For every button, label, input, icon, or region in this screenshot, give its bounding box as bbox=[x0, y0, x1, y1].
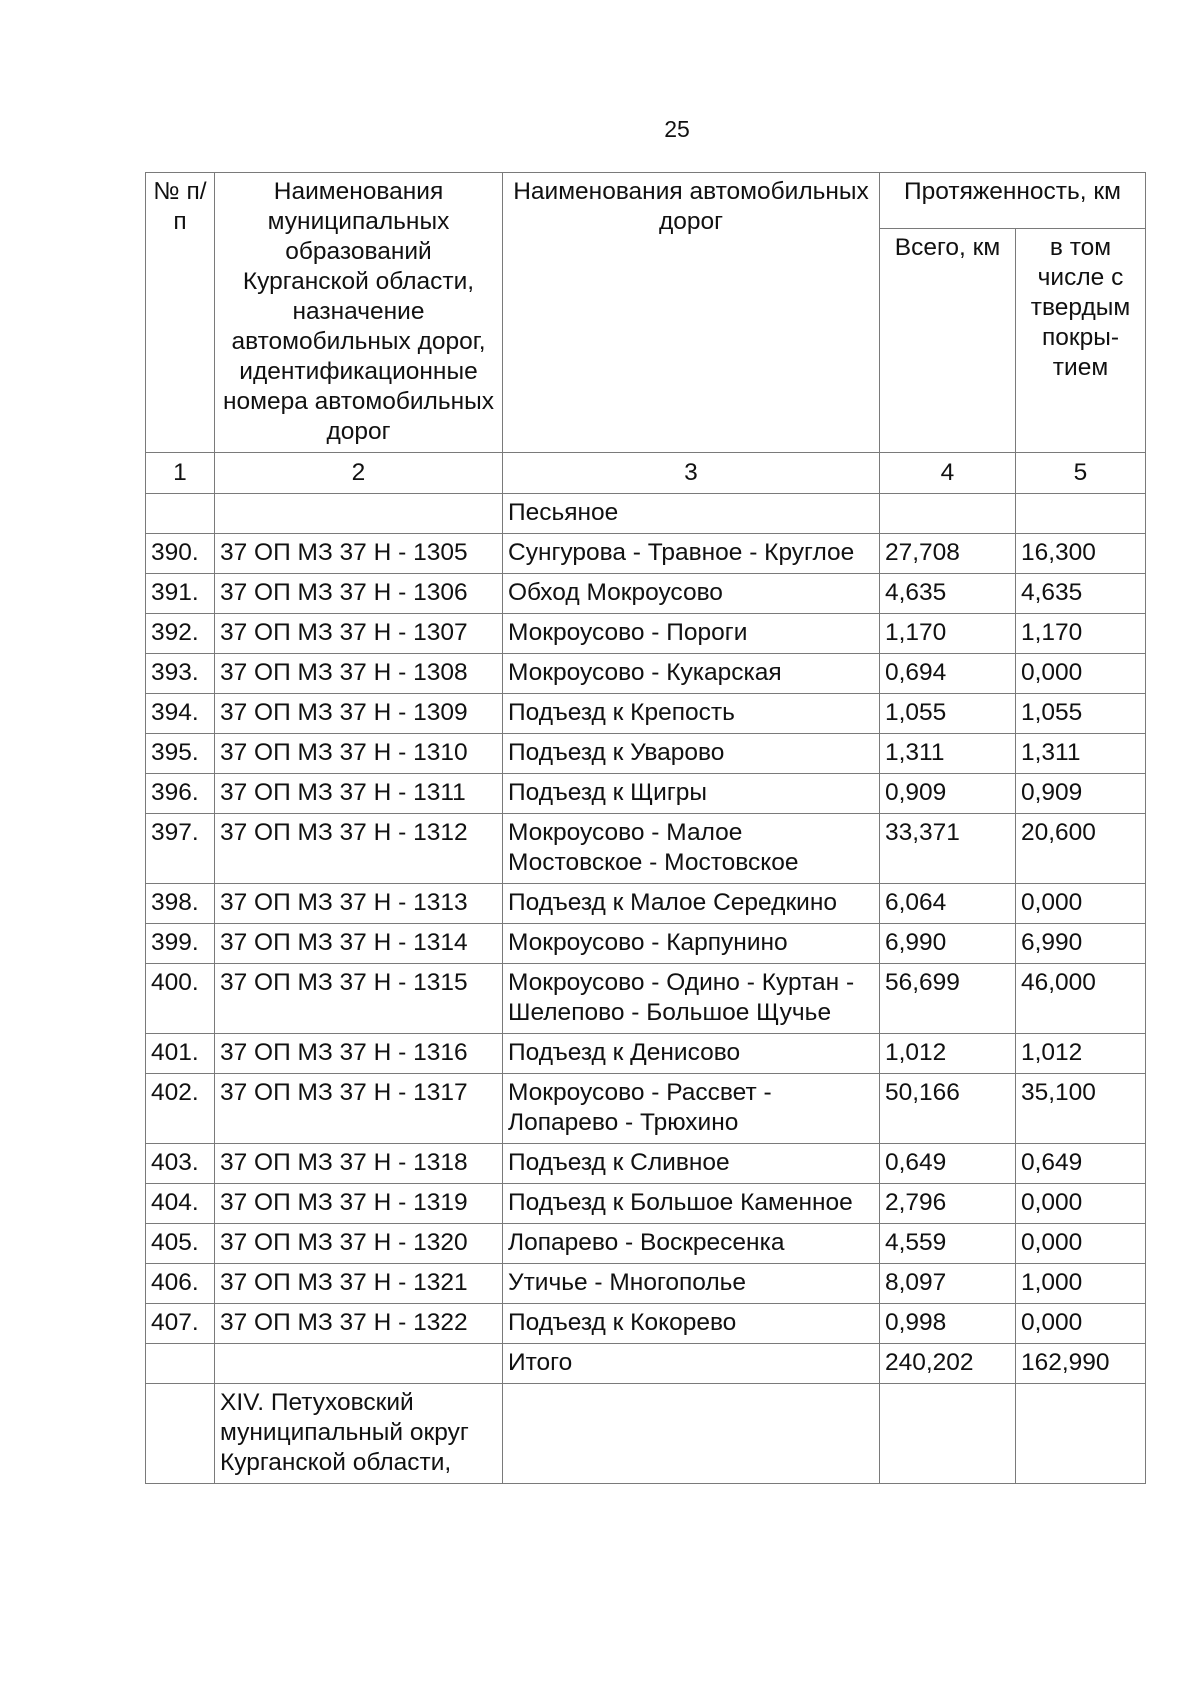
row-number-cell: 402. bbox=[146, 1074, 215, 1144]
road-name-cell bbox=[503, 1384, 880, 1484]
road-id-cell: 37 ОП МЗ 37 Н - 1322 bbox=[215, 1304, 503, 1344]
road-name-cell: Обход Мокроусово bbox=[503, 574, 880, 614]
road-name-cell: Подъезд к Малое Середкино bbox=[503, 884, 880, 924]
road-name-cell: Подъезд к Кокорево bbox=[503, 1304, 880, 1344]
road-name-cell: Утичье - Многополье bbox=[503, 1264, 880, 1304]
row-number-cell bbox=[146, 1344, 215, 1384]
row-number-cell bbox=[146, 494, 215, 534]
header-length-total: Всего, км bbox=[880, 229, 1016, 453]
row-number-cell: 395. bbox=[146, 734, 215, 774]
length-hard-cell: 1,055 bbox=[1016, 694, 1146, 734]
column-number-row bbox=[146, 453, 1146, 494]
road-name-cell: Лопарево - Воскресенка bbox=[503, 1224, 880, 1264]
length-total-cell: 0,998 bbox=[880, 1304, 1016, 1344]
length-hard-cell: 162,990 bbox=[1016, 1344, 1146, 1384]
roads-table bbox=[145, 172, 1146, 1484]
length-total-cell: 50,166 bbox=[880, 1074, 1016, 1144]
road-name-cell: Подъезд к Щигры bbox=[503, 774, 880, 814]
length-total-cell: 1,012 bbox=[880, 1034, 1016, 1074]
road-id-cell: 37 ОП МЗ 37 Н - 1306 bbox=[215, 574, 503, 614]
row-number-cell: 390. bbox=[146, 534, 215, 574]
page-number: 25 bbox=[664, 116, 690, 142]
length-hard-cell bbox=[1016, 494, 1146, 534]
row-number-cell: 404. bbox=[146, 1184, 215, 1224]
column-number: 2 bbox=[215, 453, 503, 494]
row-number-cell bbox=[146, 1384, 215, 1484]
road-id-cell: 37 ОП МЗ 37 Н - 1313 bbox=[215, 884, 503, 924]
header-road-name: Наименования автомобильных дорог bbox=[503, 173, 880, 453]
row-number-cell: 403. bbox=[146, 1144, 215, 1184]
table-row bbox=[146, 774, 1146, 814]
road-name-cell: Мокроусово - Одино - Куртан - Шелепово - Большое Щучье bbox=[503, 964, 880, 1034]
length-total-cell: 33,371 bbox=[880, 814, 1016, 884]
length-hard-cell: 0,000 bbox=[1016, 1304, 1146, 1344]
table-row bbox=[146, 574, 1146, 614]
road-id-cell bbox=[215, 494, 503, 534]
table-row bbox=[146, 1144, 1146, 1184]
road-id-cell: 37 ОП МЗ 37 Н - 1310 bbox=[215, 734, 503, 774]
road-name-cell: Мокроусово - Малое Мостовское - Мостовское bbox=[503, 814, 880, 884]
length-hard-cell: 1,012 bbox=[1016, 1034, 1146, 1074]
length-hard-cell: 6,990 bbox=[1016, 924, 1146, 964]
length-hard-cell: 0,649 bbox=[1016, 1144, 1146, 1184]
length-total-cell: 6,990 bbox=[880, 924, 1016, 964]
road-id-cell: 37 ОП МЗ 37 Н - 1319 bbox=[215, 1184, 503, 1224]
road-id-cell: 37 ОП МЗ 37 Н - 1311 bbox=[215, 774, 503, 814]
length-hard-cell: 16,300 bbox=[1016, 534, 1146, 574]
length-total-cell: 2,796 bbox=[880, 1184, 1016, 1224]
length-hard-cell: 0,000 bbox=[1016, 654, 1146, 694]
table-row bbox=[146, 494, 1146, 534]
table-row bbox=[146, 534, 1146, 574]
length-total-cell: 0,649 bbox=[880, 1144, 1016, 1184]
table-row bbox=[146, 964, 1146, 1034]
length-total-cell: 56,699 bbox=[880, 964, 1016, 1034]
table-header bbox=[146, 173, 1146, 494]
road-id-cell: 37 ОП МЗ 37 Н - 1318 bbox=[215, 1144, 503, 1184]
length-total-cell: 1,311 bbox=[880, 734, 1016, 774]
row-number-cell: 391. bbox=[146, 574, 215, 614]
road-name-cell: Подъезд к Сливное bbox=[503, 1144, 880, 1184]
length-total-cell: 1,170 bbox=[880, 614, 1016, 654]
column-number: 1 bbox=[146, 453, 215, 494]
length-total-cell: 6,064 bbox=[880, 884, 1016, 924]
table-row bbox=[146, 734, 1146, 774]
length-total-cell bbox=[880, 1384, 1016, 1484]
table-row bbox=[146, 654, 1146, 694]
length-total-cell: 27,708 bbox=[880, 534, 1016, 574]
table-row bbox=[146, 924, 1146, 964]
road-name-cell: Подъезд к Крепость bbox=[503, 694, 880, 734]
column-number: 4 bbox=[880, 453, 1016, 494]
road-name-cell: Подъезд к Денисово bbox=[503, 1034, 880, 1074]
road-id-cell: 37 ОП МЗ 37 Н - 1315 bbox=[215, 964, 503, 1034]
length-total-cell: 8,097 bbox=[880, 1264, 1016, 1304]
length-hard-cell: 4,635 bbox=[1016, 574, 1146, 614]
row-number-cell: 401. bbox=[146, 1034, 215, 1074]
road-id-cell: 37 ОП МЗ 37 Н - 1312 bbox=[215, 814, 503, 884]
road-name-cell: Мокроусово - Рассвет - Лопарево - Трюхино bbox=[503, 1074, 880, 1144]
table-row bbox=[146, 1074, 1146, 1144]
header-municipality: Наименования муниципальных образований Курганской области, назначение автомобильных дорог, идентификационные номера автомобильных дорог bbox=[215, 173, 503, 453]
road-name-cell: Мокроусово - Кукарская bbox=[503, 654, 880, 694]
road-id-cell: 37 ОП МЗ 37 Н - 1307 bbox=[215, 614, 503, 654]
length-hard-cell: 1,000 bbox=[1016, 1264, 1146, 1304]
length-total-cell bbox=[880, 494, 1016, 534]
row-number-cell: 393. bbox=[146, 654, 215, 694]
length-hard-cell: 1,311 bbox=[1016, 734, 1146, 774]
table-row bbox=[146, 1184, 1146, 1224]
row-number-cell: 392. bbox=[146, 614, 215, 654]
column-number: 3 bbox=[503, 453, 880, 494]
length-hard-cell: 20,600 bbox=[1016, 814, 1146, 884]
road-id-cell: 37 ОП МЗ 37 Н - 1309 bbox=[215, 694, 503, 734]
road-name-cell: Песьяное bbox=[503, 494, 880, 534]
table-row bbox=[146, 1344, 1146, 1384]
row-number-cell: 399. bbox=[146, 924, 215, 964]
length-hard-cell: 0,909 bbox=[1016, 774, 1146, 814]
length-hard-cell bbox=[1016, 1384, 1146, 1484]
table-row bbox=[146, 614, 1146, 654]
header-length-group: Протяженность, км bbox=[880, 173, 1146, 229]
table-row bbox=[146, 884, 1146, 924]
table-row bbox=[146, 814, 1146, 884]
table-row bbox=[146, 1224, 1146, 1264]
road-name-cell: Подъезд к Уварово bbox=[503, 734, 880, 774]
column-number: 5 bbox=[1016, 453, 1146, 494]
road-id-cell: 37 ОП МЗ 37 Н - 1308 bbox=[215, 654, 503, 694]
row-number-cell: 400. bbox=[146, 964, 215, 1034]
road-name-cell: Подъезд к Большое Каменное bbox=[503, 1184, 880, 1224]
row-number-cell: 407. bbox=[146, 1304, 215, 1344]
table-row bbox=[146, 1034, 1146, 1074]
length-total-cell: 240,202 bbox=[880, 1344, 1016, 1384]
table-row bbox=[146, 1384, 1146, 1484]
length-hard-cell: 0,000 bbox=[1016, 884, 1146, 924]
road-id-cell: 37 ОП МЗ 37 Н - 1314 bbox=[215, 924, 503, 964]
length-total-cell: 4,559 bbox=[880, 1224, 1016, 1264]
table-row bbox=[146, 1264, 1146, 1304]
length-hard-cell: 1,170 bbox=[1016, 614, 1146, 654]
road-id-cell: XIV. Петуховский муниципальный округ Курганской области, bbox=[215, 1384, 503, 1484]
road-id-cell: 37 ОП МЗ 37 Н - 1305 bbox=[215, 534, 503, 574]
road-name-cell: Итого bbox=[503, 1344, 880, 1384]
road-id-cell: 37 ОП МЗ 37 Н - 1317 bbox=[215, 1074, 503, 1144]
row-number-cell: 396. bbox=[146, 774, 215, 814]
length-total-cell: 0,909 bbox=[880, 774, 1016, 814]
header-row-number: № п/п bbox=[146, 173, 215, 453]
length-hard-cell: 0,000 bbox=[1016, 1224, 1146, 1264]
row-number-cell: 394. bbox=[146, 694, 215, 734]
road-id-cell bbox=[215, 1344, 503, 1384]
length-total-cell: 0,694 bbox=[880, 654, 1016, 694]
header-length-hard: в том числе с твердым покры-тием bbox=[1016, 229, 1146, 453]
length-hard-cell: 35,100 bbox=[1016, 1074, 1146, 1144]
length-hard-cell: 46,000 bbox=[1016, 964, 1146, 1034]
row-number-cell: 406. bbox=[146, 1264, 215, 1304]
row-number-cell: 405. bbox=[146, 1224, 215, 1264]
road-name-cell: Сунгурова - Травное - Круглое bbox=[503, 534, 880, 574]
row-number-cell: 397. bbox=[146, 814, 215, 884]
road-name-cell: Мокроусово - Карпунино bbox=[503, 924, 880, 964]
row-number-cell: 398. bbox=[146, 884, 215, 924]
road-id-cell: 37 ОП МЗ 37 Н - 1320 bbox=[215, 1224, 503, 1264]
road-id-cell: 37 ОП МЗ 37 Н - 1321 bbox=[215, 1264, 503, 1304]
table-row bbox=[146, 694, 1146, 734]
road-name-cell: Мокроусово - Пороги bbox=[503, 614, 880, 654]
length-total-cell: 4,635 bbox=[880, 574, 1016, 614]
road-id-cell: 37 ОП МЗ 37 Н - 1316 bbox=[215, 1034, 503, 1074]
table-row bbox=[146, 1304, 1146, 1344]
length-hard-cell: 0,000 bbox=[1016, 1184, 1146, 1224]
length-total-cell: 1,055 bbox=[880, 694, 1016, 734]
table-body bbox=[146, 494, 1146, 1484]
